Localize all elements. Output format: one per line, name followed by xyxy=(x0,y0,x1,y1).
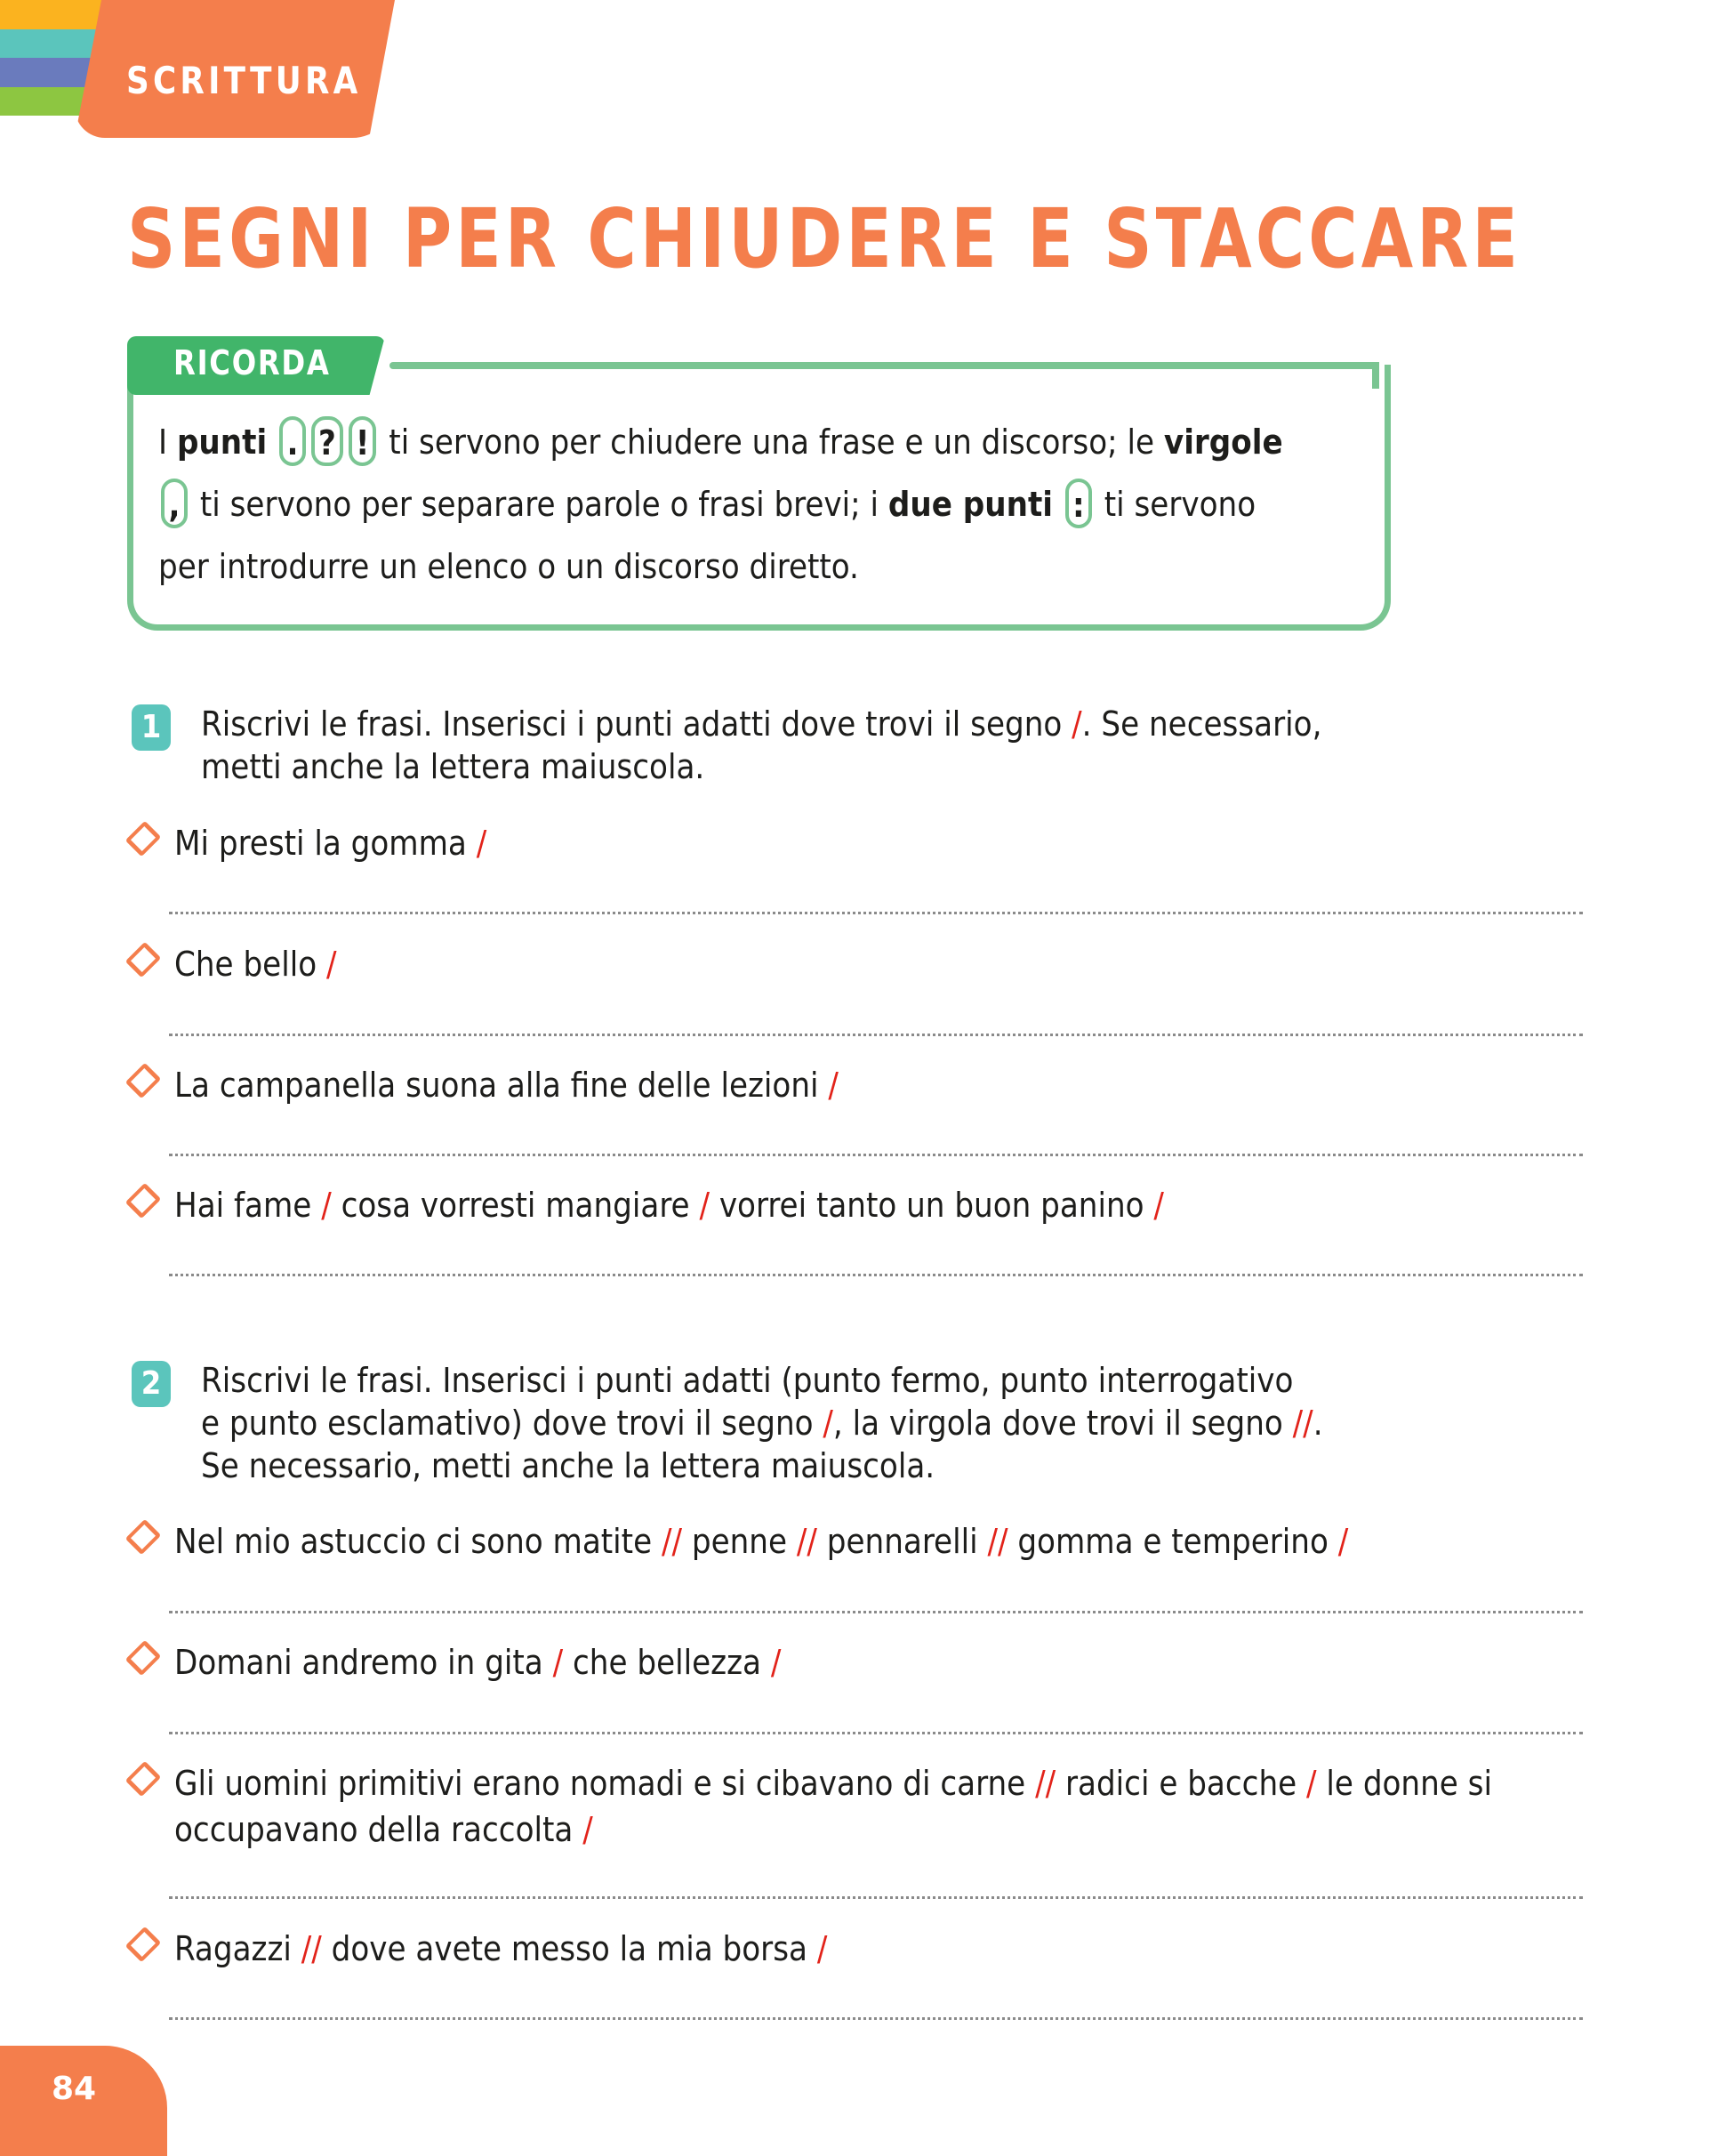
item-text xyxy=(174,1639,1583,1685)
slash-mark: / xyxy=(828,1066,839,1105)
list-item xyxy=(124,1926,1583,1972)
slash-mark: / xyxy=(476,824,487,863)
slash-mark: / xyxy=(770,1643,782,1682)
item-text xyxy=(174,820,1583,866)
ricorda-line-2 xyxy=(158,473,1350,535)
double-slash-mark: // xyxy=(301,1929,322,1968)
diamond-bullet-icon xyxy=(125,1761,161,1797)
answer-line[interactable] xyxy=(169,1034,1583,1036)
sentence-fragment: Nel mio astuccio ci sono matite xyxy=(174,1522,662,1561)
diamond-bullet-icon xyxy=(125,821,161,857)
sentence-fragment: Gli uomini primitivi erano nomadi e si cibavano di carne xyxy=(174,1764,1036,1803)
symbol-question-mark: ? xyxy=(311,416,343,466)
item-text xyxy=(174,1182,1583,1228)
text: I xyxy=(158,422,177,462)
symbol-period: . xyxy=(279,416,306,466)
diamond-bullet-icon xyxy=(125,1927,161,1962)
sentence-fragment: Ragazzi xyxy=(174,1929,301,1968)
diamond-bullet-icon xyxy=(125,1183,161,1219)
slash-mark: / xyxy=(325,945,337,984)
exercise-number-badge: 1 xyxy=(132,704,171,751)
keyword-due-punti: due punti xyxy=(887,485,1054,524)
sentence-fragment: Hai fame xyxy=(174,1186,322,1225)
item-text xyxy=(174,941,1583,987)
answer-line[interactable] xyxy=(169,1611,1583,1613)
slash-mark: / xyxy=(699,1186,710,1225)
text: e punto esclamativo) dove trovi il segno xyxy=(201,1404,823,1443)
text: Riscrivi le frasi. Inserisci i punti adatti (punto fermo, punto interrogativo xyxy=(201,1361,1294,1400)
answer-line[interactable] xyxy=(169,2017,1583,2020)
double-slash-mark: // xyxy=(1035,1764,1056,1803)
symbol-exclamation-mark: ! xyxy=(349,416,377,466)
slash-mark: / xyxy=(1153,1186,1164,1225)
answer-line[interactable] xyxy=(169,1732,1583,1734)
page-number: 84 xyxy=(52,2071,97,2107)
slash-mark: / xyxy=(1072,704,1082,744)
exercise-number-badge: 2 xyxy=(132,1361,171,1407)
sentence-fragment: dove avete messo la mia borsa xyxy=(321,1929,817,1968)
exercise-1-instruction xyxy=(201,703,1464,788)
text: . xyxy=(1313,1404,1323,1443)
symbol-comma: , xyxy=(161,479,188,528)
item-text xyxy=(174,1518,1583,1565)
section-label: SCRITTURA xyxy=(126,59,362,102)
list-item xyxy=(124,1062,1583,1108)
slash-mark: / xyxy=(816,1929,828,1968)
slash-mark: / xyxy=(552,1643,564,1682)
list-item xyxy=(124,941,1583,987)
list-item xyxy=(124,1518,1583,1565)
ricorda-box-corner xyxy=(1372,362,1379,389)
sentence-fragment: Mi presti la gomma xyxy=(174,824,477,863)
double-slash-mark: // xyxy=(1292,1404,1313,1443)
sentence-fragment: radici e bacche xyxy=(1056,1764,1307,1803)
diamond-bullet-icon xyxy=(125,1063,161,1098)
diamond-bullet-icon xyxy=(125,1640,161,1676)
sentence-fragment: Domani andremo in gita xyxy=(174,1643,553,1682)
sentence-fragment: La campanella suona alla fine delle lezioni xyxy=(174,1066,829,1105)
item-text xyxy=(174,1760,1583,1853)
text: metti anche la lettera maiuscola. xyxy=(201,747,705,786)
sentence-fragment: vorrei tanto un buon panino xyxy=(709,1186,1154,1225)
item-text xyxy=(174,1926,1583,1972)
sentence-fragment: le donne si occupavano della raccolta xyxy=(174,1764,1492,1849)
symbol-colon: : xyxy=(1065,479,1092,528)
sentence-fragment: cosa vorresti mangiare xyxy=(331,1186,700,1225)
list-item xyxy=(124,1639,1583,1685)
text: Riscrivi le frasi. Inserisci i punti adatti dove trovi il segno xyxy=(201,704,1072,744)
diamond-bullet-icon xyxy=(125,1519,161,1555)
text: ti servono xyxy=(1094,485,1256,524)
exercise-2-instruction xyxy=(201,1359,1464,1487)
double-slash-mark: // xyxy=(987,1522,1008,1561)
sentence-fragment: pennarelli xyxy=(816,1522,988,1561)
answer-line[interactable] xyxy=(169,1154,1583,1156)
text: , la virgola dove trovi il segno xyxy=(832,1404,1293,1443)
keyword-virgole: virgole xyxy=(1163,422,1283,462)
ricorda-line-3: per introdurre un elenco o un discorso diretto. xyxy=(158,547,859,586)
text: . Se necessario, xyxy=(1081,704,1322,744)
double-slash-mark: // xyxy=(661,1522,683,1561)
sentence-fragment: penne xyxy=(682,1522,797,1561)
list-item xyxy=(124,1760,1583,1853)
text: Se necessario, metti anche la lettera maiuscola. xyxy=(201,1446,935,1485)
slash-mark: / xyxy=(582,1810,593,1849)
list-item xyxy=(124,1182,1583,1228)
text: ti servono per chiudere una frase e un discorso; le xyxy=(379,422,1164,462)
slash-mark: / xyxy=(321,1186,332,1225)
slash-mark: / xyxy=(1337,1522,1349,1561)
ricorda-text xyxy=(158,411,1350,598)
sentence-fragment: che bellezza xyxy=(563,1643,771,1682)
text: ti servono per separare parole o frasi brevi; i xyxy=(190,485,888,524)
answer-line[interactable] xyxy=(169,1896,1583,1899)
answer-line[interactable] xyxy=(169,1274,1583,1276)
sentence-fragment: gomma e temperino xyxy=(1008,1522,1338,1561)
answer-line[interactable] xyxy=(169,912,1583,914)
item-text xyxy=(174,1062,1583,1108)
slash-mark: / xyxy=(1306,1764,1317,1803)
double-slash-mark: // xyxy=(796,1522,817,1561)
slash-mark: / xyxy=(823,1404,833,1443)
page-title: SEGNI PER CHIUDERE E STACCARE xyxy=(127,191,1522,286)
list-item xyxy=(124,820,1583,866)
ricorda-line-1 xyxy=(158,411,1350,473)
sentence-fragment: Che bello xyxy=(174,945,326,984)
keyword-punti: punti xyxy=(176,422,268,462)
ricorda-box-top-border xyxy=(389,362,1378,369)
ricorda-label: RICORDA xyxy=(173,343,331,382)
diamond-bullet-icon xyxy=(125,942,161,977)
